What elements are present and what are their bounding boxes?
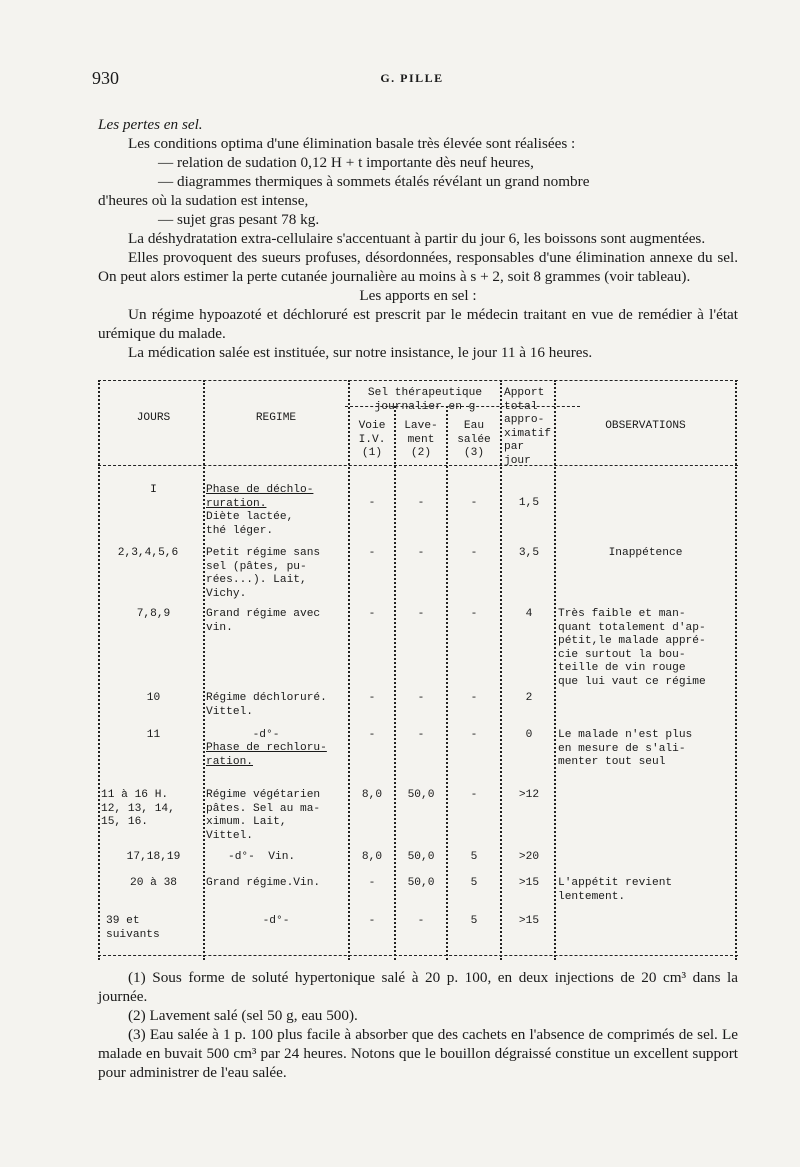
table-rule: [348, 380, 350, 960]
cell-eau: -: [470, 547, 478, 559]
cell-regime: Grand régime.Vin.: [206, 877, 321, 889]
cell-lavement: 50,0: [407, 789, 435, 801]
cell-apport: 1,5: [518, 497, 540, 509]
body-text: [98, 115, 738, 362]
cell-jours: 11: [146, 729, 161, 741]
salt-intake-table: [98, 380, 738, 960]
cell-apport: 3,5: [518, 547, 540, 559]
page-header: [92, 68, 732, 90]
table-rule: [203, 380, 205, 960]
cell-apport: >12: [518, 789, 540, 801]
cell-apport: 2: [525, 692, 533, 704]
bullet-line: — diagrammes thermiques à sommets étalés révélant un grand nombre: [158, 173, 590, 190]
cell-apport: >15: [518, 915, 540, 927]
cell-apport: >15: [518, 877, 540, 889]
cell-jours: 17,18,19: [126, 851, 181, 863]
cell-lavement: -: [417, 608, 425, 620]
cell-jours: 10: [146, 692, 161, 704]
paragraph: Elles provoquent des sueurs profuses, désordonnées, responsables d'une élimination annexe du sel. On peut alors estimer la perte cutanée journalière au moins à s + 2, soit 8 grammes (voir tableau).: [98, 249, 738, 285]
header-sel-therapeutique: Sel thérapeutique journalier en g: [367, 387, 483, 413]
cell-lavement: -: [417, 547, 425, 559]
cell-eau: -: [470, 789, 478, 801]
cell-observations: Le malade n'est plus en mesure de s'ali- menter tout seul: [558, 729, 693, 768]
cell-eau: -: [470, 497, 478, 509]
paragraph: La médication salée est instituée, sur notre insistance, le jour 11 à 16 heures.: [128, 344, 593, 361]
cell-observations: L'appétit revient lentement.: [558, 877, 673, 903]
header-eau-salee: Eau salée (3): [457, 420, 491, 459]
cell-voie: -: [368, 877, 376, 889]
footnotes: [98, 968, 738, 1082]
table-rule: [98, 380, 738, 381]
cell-voie: -: [368, 915, 376, 927]
header-voie-iv: Voie I.V. (1): [358, 420, 386, 459]
header-regime: REGIME: [255, 412, 297, 424]
cell-regime: Régime déchloruré. Vittel.: [206, 692, 327, 718]
paragraph: Un régime hypoazoté et déchloruré est prescrit par le médecin traitant en vue de remédier à l'état urémique du malade.: [98, 306, 738, 342]
cell-jours: 20 à 38: [130, 877, 177, 889]
cell-regime: -d°-: [252, 729, 280, 741]
cell-eau: -: [470, 608, 478, 620]
cell-jours: I: [150, 484, 157, 496]
cell-apport: 4: [525, 608, 533, 620]
bullet-line: — relation de sudation 0,12 H + t importante dès neuf heures,: [158, 154, 534, 171]
subheading: Les apports en sel :: [359, 287, 477, 304]
cell-lavement: 50,0: [407, 851, 435, 863]
table-rule: [554, 380, 556, 960]
cell-regime-phase: Phase de rechloru- ration.: [206, 742, 327, 768]
table-rule: [98, 380, 100, 960]
cell-apport: 0: [525, 729, 533, 741]
cell-regime: Grand régime avec vin.: [206, 608, 321, 634]
cell-regime: -d°-: [262, 915, 290, 927]
paragraph: La déshydratation extra-cellulaire s'accentuant à partir du jour 6, les boissons sont augmentées.: [128, 230, 706, 247]
footnote: (1) Sous forme de soluté hypertonique salé à 20 p. 100, en deux injections de 20 cm³ dans la journée.: [98, 969, 738, 1005]
cell-jours: 7,8,9: [136, 608, 171, 620]
page-number: 930: [92, 68, 119, 88]
cell-observations: Très faible et man- quant totalement d'ap- pétit,le malade appré- cie surtout la bou- teille de vin rouge que lui vaut ce régime: [558, 608, 706, 688]
paragraph: Les conditions optima d'une élimination basale très élevée sont réalisées :: [128, 135, 576, 152]
cell-voie: -: [368, 497, 376, 509]
cell-jours: 39 et suivants: [106, 915, 160, 941]
cell-voie: 8,0: [361, 789, 383, 801]
cell-voie: -: [368, 692, 376, 704]
header-lavement: Lave- ment (2): [404, 420, 438, 459]
running-head-author: G. PILLE: [380, 71, 444, 85]
cell-regime: Diète lactée, thé léger.: [206, 511, 294, 537]
header-apport-total: Apport total appro- ximatif par jour: [504, 387, 551, 467]
header-jours: JOURS: [136, 412, 171, 424]
section-title: Les pertes en sel.: [98, 116, 203, 133]
footnote: (2) Lavement salé (sel 50 g, eau 500).: [128, 1007, 358, 1024]
table-rule: [500, 380, 502, 960]
cell-lavement: 50,0: [407, 877, 435, 889]
table-rule: [98, 955, 738, 956]
cell-lavement: -: [417, 729, 425, 741]
table-rule: [735, 380, 737, 960]
cell-regime: Petit régime sans sel (pâtes, pu- rées...). Lait, Vichy.: [206, 547, 321, 600]
cell-eau: 5: [470, 877, 478, 889]
cell-apport: >20: [518, 851, 540, 863]
cell-eau: -: [470, 729, 478, 741]
cell-eau: 5: [470, 915, 478, 927]
cell-regime: Régime végétarien pâtes. Sel au ma- ximum. Lait, Vittel.: [206, 789, 321, 842]
cell-lavement: -: [417, 497, 425, 509]
cell-jours: 11 à 16 H. 12, 13, 14, 15, 16.: [101, 789, 175, 828]
cell-jours: 2,3,4,5,6: [117, 547, 179, 559]
cell-regime-phase: Phase de déchlo- ruration.: [206, 484, 314, 510]
table-rule: [98, 465, 738, 466]
cell-eau: -: [470, 692, 478, 704]
cell-voie: -: [368, 547, 376, 559]
bullet-line: — sujet gras pesant 78 kg.: [158, 211, 320, 228]
cell-voie: -: [368, 729, 376, 741]
bullet-continuation: d'heures où la sudation est intense,: [98, 192, 309, 209]
footnote: (3) Eau salée à 1 p. 100 plus facile à absorber que des cachets en l'absence de comprimés de sel. Le malade en buvait 500 cm³ par 24 heures. Notons que le bouillon dégraissé constitue un excellent support pour administrer de l'eau salée.: [98, 1026, 738, 1081]
cell-regime: -d°- Vin.: [228, 851, 296, 863]
cell-lavement: -: [417, 692, 425, 704]
cell-lavement: -: [417, 915, 425, 927]
cell-eau: 5: [470, 851, 478, 863]
cell-observations: Inappétence: [608, 547, 683, 559]
cell-voie: -: [368, 608, 376, 620]
header-observations: OBSERVATIONS: [605, 420, 686, 432]
cell-voie: 8,0: [361, 851, 383, 863]
